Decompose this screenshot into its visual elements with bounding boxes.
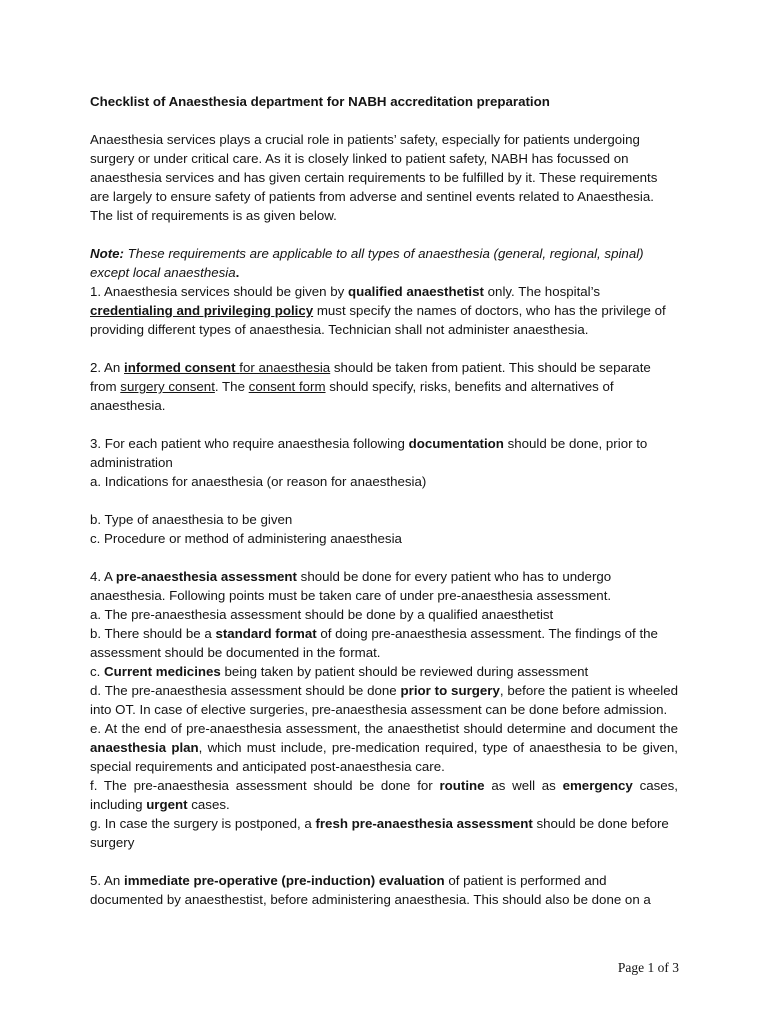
note-end: . xyxy=(235,265,240,280)
item-4-g xyxy=(90,814,678,852)
item-4-e xyxy=(90,719,678,776)
item-4-f-bold: urgent xyxy=(146,797,188,812)
item-4-d-bold: prior to surgery xyxy=(400,683,500,698)
item-4-bold: pre-anaesthesia assessment xyxy=(115,569,297,584)
item-1-bold-underline: credentialing and privileging policy xyxy=(90,303,314,318)
item-4-c-bold: Current medicines xyxy=(104,664,221,679)
item-5-text: of patient is performed and documented by anaesthestist, before administering anaesthesia. This should also be done on a xyxy=(90,873,651,907)
note-text: These requirements are applicable to all types of anaesthesia (general, regional, spinal) except local anaesthesia xyxy=(90,246,644,280)
item-1-text: only. The hospital’s xyxy=(483,284,601,299)
item-2-bold-underline: informed consent xyxy=(124,360,240,375)
item-4-b xyxy=(90,624,678,662)
item-2-text: should be taken from patient. This should be separate from xyxy=(90,360,651,394)
item-4-b-bold: standard format xyxy=(215,626,317,641)
item-4-a: a. The pre-anaesthesia assessment should be done by a qualified anaesthetist xyxy=(90,607,554,622)
item-4-d-text: , before the patient is wheeled into OT. In case of elective surgeries, pre-anaesthesia assessment can be done before admission. xyxy=(90,683,678,717)
item-4-c-text: c. xyxy=(90,664,105,679)
item-4-text: 4. A xyxy=(90,569,116,584)
item-4-c-text: being taken by patient should be reviewed during assessment xyxy=(220,664,589,679)
item-5 xyxy=(90,871,678,909)
page-number: Page 1 of 3 xyxy=(617,960,679,975)
item-2-text: . The xyxy=(214,379,249,394)
item-4-g-bold: fresh pre-anaesthesia assessment xyxy=(315,816,533,831)
item-3-bold: documentation xyxy=(408,436,504,451)
page-title: Checklist of Anaesthesia department for NABH accreditation preparation xyxy=(90,94,550,109)
item-2-text: 2. An xyxy=(90,360,125,375)
item-2-underline: surgery consent xyxy=(120,379,215,394)
item-3-text: 3. For each patient who require anaesthesia following xyxy=(90,436,409,451)
item-5-text: 5. An xyxy=(90,873,125,888)
item-4-f-bold: emergency xyxy=(562,778,633,793)
item-4-g-text: should be done before surgery xyxy=(90,816,669,850)
item-4 xyxy=(90,567,678,605)
item-3 xyxy=(90,434,678,472)
item-4-d-text: d. The pre-anaesthesia assessment should be done xyxy=(90,683,401,698)
item-2-underline: consent form xyxy=(248,379,326,394)
item-1 xyxy=(90,282,678,339)
document-body xyxy=(90,92,678,909)
item-4-f xyxy=(90,776,678,814)
item-4-d xyxy=(90,681,678,719)
item-1-text: must specify the names of doctors, who has the privilege of providing different types of anaesthesia. Technician shall not administer anaesthesia. xyxy=(90,303,666,337)
item-4-e-text: e. At the end of pre-anaesthesia assessment, the anaesthetist should determine and document the xyxy=(90,721,678,736)
item-2-text: should specify, risks, benefits and alternatives of anaesthesia. xyxy=(90,379,614,413)
item-2 xyxy=(90,358,678,415)
item-1-bold: qualified anaesthetist xyxy=(347,284,484,299)
item-4-e-bold: anaesthesia plan xyxy=(90,740,199,755)
item-3-c: c. Procedure or method of administering anaesthesia xyxy=(90,531,402,546)
item-3-text: should be done, prior to administration xyxy=(90,436,648,470)
item-3-b: b. Type of anaesthesia to be given xyxy=(90,512,293,527)
item-4-f-text: cases, including xyxy=(90,778,678,812)
item-4-f-text: f. The pre-anaesthesia assessment should be done for xyxy=(90,778,440,793)
item-4-b-text: of doing pre-anaesthesia assessment. The findings of the assessment should be documented in the format. xyxy=(90,626,658,660)
item-1-text: 1. Anaesthesia services should be given by xyxy=(90,284,348,299)
note-paragraph xyxy=(90,244,678,282)
item-4-f-text: as well as xyxy=(484,778,563,793)
item-4-c xyxy=(90,662,678,681)
intro-paragraph: Anaesthesia services plays a crucial role in patients’ safety, especially for patients undergoing surgery or under critical care. As it is closely linked to patient safety, NABH has focussed on anaesthesia services and has given certain requirements to be fulfilled by it. These requirements are largely to ensure safety of patients from adverse and sentinel events related to Anaesthesia. The list of requirements is as given below. xyxy=(90,132,658,223)
note-label: Note: xyxy=(90,246,124,261)
item-4-e-text: , which must include, pre-medication required, type of anaesthesia to be given, special requirements and anticipated post-anaesthesia care. xyxy=(90,740,678,774)
item-4-f-text: cases. xyxy=(187,797,230,812)
item-5-bold: immediate pre-operative (pre-induction) evaluation xyxy=(124,873,445,888)
item-3-a: a. Indications for anaesthesia (or reason for anaesthesia) xyxy=(90,474,427,489)
item-4-f-bold: routine xyxy=(439,778,485,793)
item-2-underline: for anaesthesia xyxy=(239,360,331,375)
item-4-text: should be done for every patient who has to undergo anaesthesia. Following points must be taken care of under pre-anaesthesia assessment. xyxy=(90,569,612,603)
item-4-b-text: b. There should be a xyxy=(90,626,216,641)
item-4-g-text: g. In case the surgery is postponed, a xyxy=(90,816,316,831)
